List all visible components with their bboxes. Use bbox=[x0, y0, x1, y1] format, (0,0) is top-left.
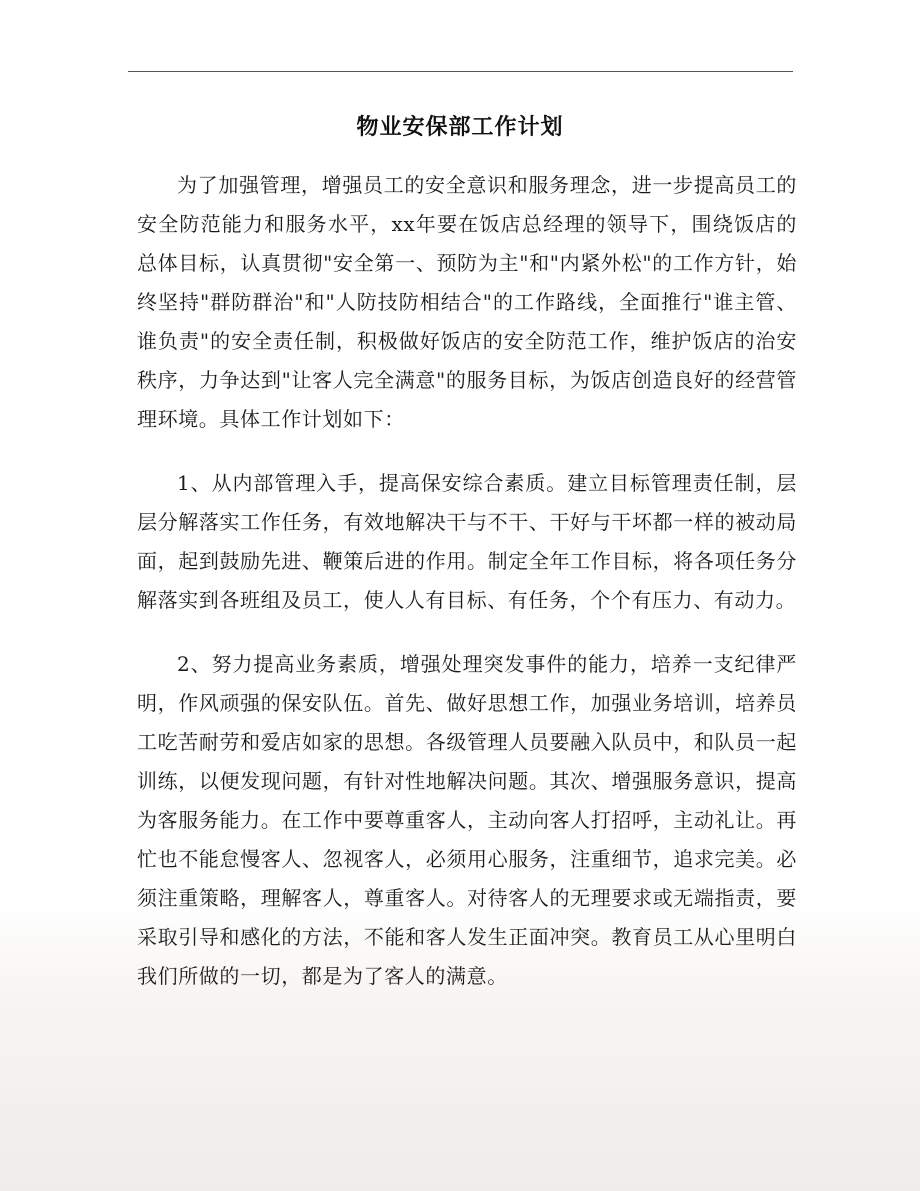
paragraph-intro: 为了加强管理，增强员工的安全意识和服务理念，进一步提高员工的安全防范能力和服务水平，xx年要在饭店总经理的领导下，围绕饭店的总体目标，认真贯彻"安全第一、预防为主"和"内紧外松"的工作方针，始终坚持"群防群治"和"人防技防相结合"的工作路线，全面推行"谁主管、谁负责"的安全责任制，积极做好饭店的安全防范工作，维护饭店的治安秩序，力争达到"让客人完全满意"的服务目标，为饭店创造良好的经营管理环境。具体工作计划如下： bbox=[137, 173, 797, 431]
document-body bbox=[137, 166, 797, 1021]
document-title: 物业安保部工作计划 bbox=[356, 114, 564, 140]
header-rule bbox=[128, 71, 793, 72]
paragraph-item-1: 1、从内部管理入手，提高保安综合素质。建立目标管理责任制，层层分解落实工作任务，有效地解决干与不干、干好与干坏都一样的被动局面，起到鼓励先进、鞭策后进的作用。制定全年工作目标，将各项任务分解落实到各班组及员工，使人人有目标、有任务，个个有压力、有动力。 bbox=[137, 471, 797, 612]
paragraph-item-2: 2、努力提高业务素质，增强处理突发事件的能力，培养一支纪律严明，作风顽强的保安队伍。首先、做好思想工作，加强业务培训，培养员工吃苦耐劳和爱店如家的思想。各级管理人员要融入队员中，和队员一起训练，以便发现问题，有针对性地解决问题。其次、增强服务意识，提高为客服务能力。在工作中要尊重客人，主动向客人打招呼，主动礼让。再忙也不能怠慢客人、忽视客人，必须用心服务，注重细节，追求完美。必须注重策略，理解客人，尊重客人。对待客人的无理要求或无端指责，要采取引导和感化的方法，不能和客人发生正面冲突。教育员工从心里明白我们所做的一切，都是为了客人的满意。 bbox=[137, 652, 797, 988]
